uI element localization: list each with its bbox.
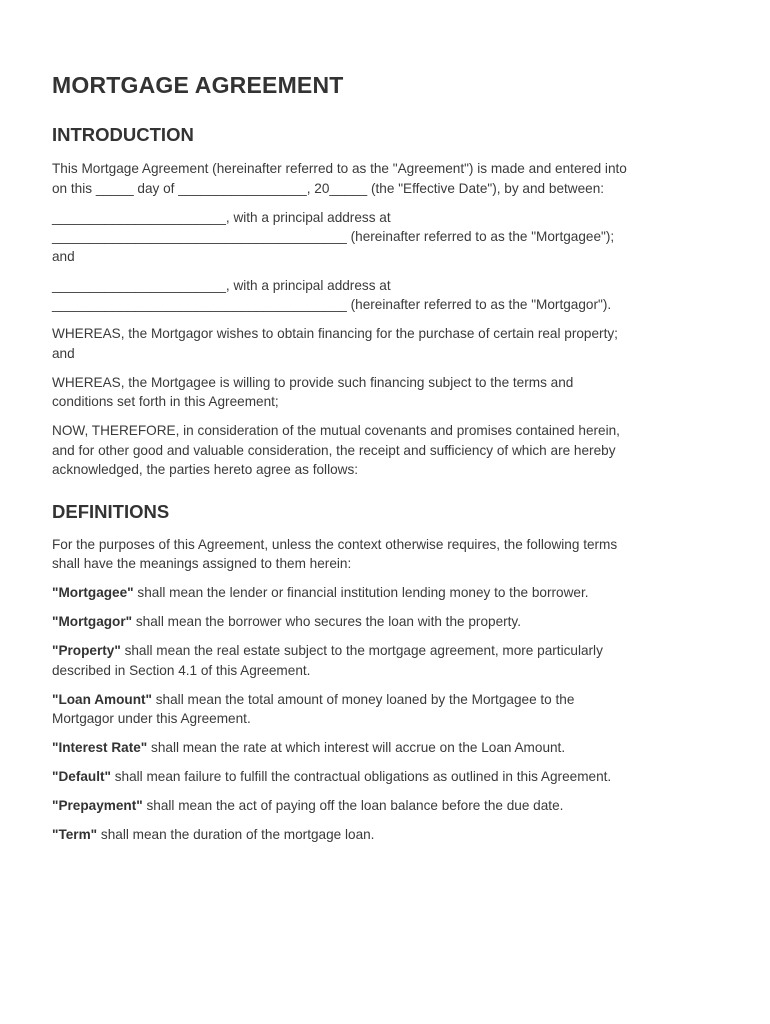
intro-paragraph-whereas-1 bbox=[52, 324, 718, 363]
definition-term-duration bbox=[52, 825, 718, 845]
text-line: _______________________, with a principal address at bbox=[52, 209, 391, 225]
definition-term: "Loan Amount" bbox=[52, 691, 152, 707]
definition-text: shall mean the borrower who secures the loan with the property. bbox=[132, 614, 521, 629]
definition-interest-rate bbox=[52, 738, 718, 758]
definition-property bbox=[52, 641, 718, 680]
text-line: NOW, THEREFORE, in consideration of the mutual covenants and promises contained herein, bbox=[52, 423, 620, 438]
intro-paragraph-mortgagee bbox=[52, 208, 718, 267]
definition-mortgagor bbox=[52, 612, 718, 632]
definition-term: "Interest Rate" bbox=[52, 740, 148, 755]
text-line: _______________________, with a principal address at bbox=[52, 277, 391, 293]
definition-text: shall mean the lender or financial institution lending money to the borrower. bbox=[133, 585, 589, 600]
text-line: This Mortgage Agreement (hereinafter referred to as the "Agreement") is made and entered into bbox=[52, 161, 627, 176]
intro-paragraph-agreement bbox=[52, 159, 718, 198]
definition-term: "Term" bbox=[52, 827, 98, 842]
definition-text: shall mean the total amount of money loaned by the Mortgagee to the bbox=[151, 691, 575, 707]
intro-paragraph-now-therefore bbox=[52, 421, 718, 480]
text-line: acknowledged, the parties hereto agree as follows: bbox=[52, 462, 359, 477]
text-line: and bbox=[52, 248, 75, 264]
definition-text: shall mean the rate at which interest will accrue on the Loan Amount. bbox=[147, 740, 566, 755]
definition-text: shall mean the duration of the mortgage loan. bbox=[97, 827, 375, 842]
definition-text: described in Section 4.1 of this Agreement. bbox=[52, 662, 311, 678]
text-line: WHEREAS, the Mortgagee is willing to provide such financing subject to the terms and bbox=[52, 374, 574, 390]
definition-mortgagee bbox=[52, 583, 718, 603]
definitions-heading: DEFINITIONS bbox=[52, 500, 170, 522]
text-line: _______________________________________ (hereinafter referred to as the "Mortgagee"); bbox=[52, 229, 615, 244]
text-line: and for other good and valuable consideration, the receipt and sufficiency of which are hereby bbox=[52, 442, 616, 458]
definition-text: shall mean the act of paying off the loan balance before the due date. bbox=[142, 798, 564, 813]
definitions-intro bbox=[52, 535, 718, 574]
definition-prepayment bbox=[52, 796, 718, 816]
document-title: MORTGAGE AGREEMENT bbox=[52, 72, 344, 98]
definition-loan-amount bbox=[52, 690, 718, 729]
text-line: shall have the meanings assigned to them herein: bbox=[52, 556, 352, 571]
intro-paragraph-mortgagor bbox=[52, 276, 718, 315]
text-line: conditions set forth in this Agreement; bbox=[52, 394, 279, 409]
text-line: and bbox=[52, 345, 75, 361]
definition-term: "Mortgagee" bbox=[52, 585, 134, 600]
text-line: on this _____ day of _________________, 20_____ (the "Effective Date"), by and between: bbox=[52, 180, 605, 196]
text-line: For the purposes of this Agreement, unless the context otherwise requires, the following terms bbox=[52, 536, 618, 552]
definition-text: Mortgagor under this Agreement. bbox=[52, 711, 251, 726]
definition-text: shall mean the real estate subject to the mortgage agreement, more particularly bbox=[120, 643, 603, 658]
text-line: WHEREAS, the Mortgagor wishes to obtain financing for the purchase of certain real property; bbox=[52, 326, 618, 341]
definition-term: "Property" bbox=[52, 643, 121, 658]
intro-paragraph-whereas-2 bbox=[52, 373, 718, 412]
introduction-heading: INTRODUCTION bbox=[52, 124, 194, 145]
text-line: _______________________________________ (hereinafter referred to as the "Mortgagor"). bbox=[52, 297, 612, 312]
definition-text: shall mean failure to fulfill the contractual obligations as outlined in this Agreement. bbox=[110, 769, 612, 784]
definition-term: "Mortgagor" bbox=[52, 614, 133, 629]
definition-term: "Default" bbox=[52, 769, 111, 784]
definition-default bbox=[52, 767, 718, 787]
definition-term: "Prepayment" bbox=[52, 798, 143, 813]
